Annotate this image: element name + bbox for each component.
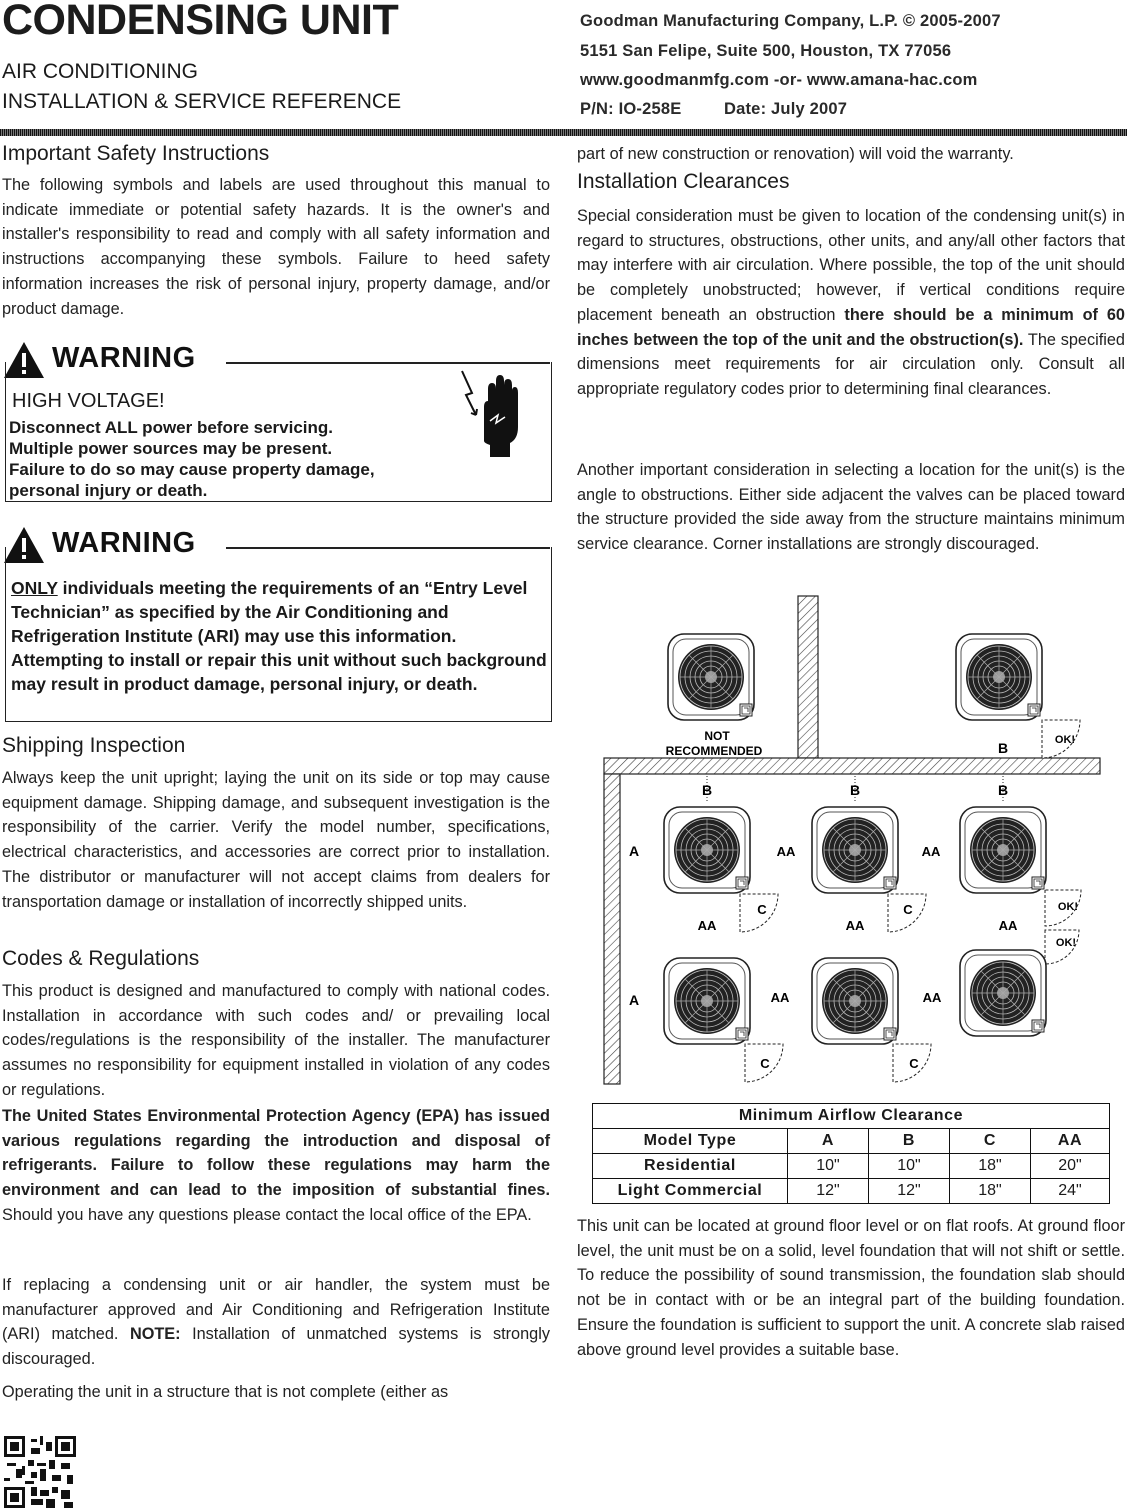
- label-not: NOT: [704, 729, 730, 743]
- warning-line-1: Disconnect ALL power before servicing.: [9, 418, 334, 437]
- company-line: Goodman Manufacturing Company, L.P. © 2005-2007: [580, 12, 1001, 30]
- warning-text: [9, 417, 375, 501]
- label-b: B: [849, 782, 861, 798]
- clearances-bold-text: there should be a minimum of 60 inches between the top of the unit and the obstruction(s).: [577, 305, 1125, 349]
- safety-heading: Important Safety Instructions: [2, 142, 270, 165]
- clearances-paragraph-1: [577, 204, 1125, 402]
- label-recommended: RECOMMENDED: [665, 744, 763, 758]
- shipping-paragraph: Always keep the unit upright; laying the unit on its side or top may cause equipment damage. Shipping damage, and subsequent investigation is the responsibility of the carrier. Verify the model number, specifications, electrical characteristics, and accessories are correct prior to installation. The distributor or manufacturer will not accept claims from dealers for transportation damage or installation of incorrectly shipped units.: [2, 769, 550, 911]
- warning-qualified-technician: [2, 525, 552, 723]
- wall-horizontal: [604, 758, 1100, 774]
- row-value: 12": [788, 1179, 869, 1204]
- warning-label: WARNING: [52, 342, 196, 374]
- table-header-row: [593, 1129, 1110, 1154]
- location-paragraph: This unit can be located at ground floor level or on flat roofs. At ground floor level, the unit must be on a solid, level foundation that will not shift or settle. To reduce the possibility of sound transmission, the foundation slab should not be in contact with or be an integral part of the building foundation. Ensure the foundation is sufficient to support the unit. A concrete slab raised above ground level provides a suitable base.: [577, 1217, 1125, 1359]
- warning-line-2: Multiple power sources may be present.: [9, 439, 333, 458]
- epa-bold-text: The United States Environmental Protection Agency (EPA) has issued various regulations regarding the introduction and disposal of refrigerants. Failure to follow these regulations may harm the environment and can lead to the imposition of substantial fines.: [2, 1107, 550, 1200]
- label-aa: AA: [921, 844, 941, 859]
- row-value: 12": [869, 1179, 950, 1204]
- wall-left: [604, 774, 620, 1084]
- clearance-diagram: [590, 592, 1102, 1090]
- unit-row2-col3: [960, 950, 1046, 1036]
- operating-paragraph: Operating the unit in a structure that is not complete (either as: [2, 1383, 449, 1401]
- wall-vertical: [798, 596, 818, 758]
- label-aa: AA: [922, 990, 942, 1005]
- label-ok: OK!: [1057, 901, 1079, 913]
- warning-line-4: personal injury or death.: [9, 481, 208, 500]
- header-a: A: [788, 1129, 869, 1154]
- label-aa: AA: [770, 990, 790, 1005]
- label-c: C: [760, 1056, 770, 1071]
- row-model: Residential: [593, 1154, 788, 1179]
- unit-not-recommended: [668, 634, 754, 720]
- header-aa: AA: [1031, 1129, 1110, 1154]
- table-row: [593, 1154, 1110, 1179]
- codes-heading: Codes & Regulations: [2, 947, 200, 970]
- unit-row1-col2: [812, 807, 898, 893]
- unit-row2-col1: [664, 958, 750, 1044]
- document-title: CONDENSING UNIT: [2, 0, 399, 44]
- replacing-paragraph: [2, 1273, 550, 1372]
- warning-line-3: Failure to do so may cause property damage,: [9, 460, 375, 479]
- row-value: 20": [1031, 1154, 1110, 1179]
- label-c: C: [757, 902, 767, 917]
- document-date: Date: July 2007: [724, 100, 848, 118]
- label-b: B: [701, 782, 713, 798]
- clearances-text-c: The specified dimensions meet requirements for air circulation only. Consult all appropriate regulatory codes prior to determining final clearances.: [577, 330, 1125, 398]
- header-c: C: [950, 1129, 1031, 1154]
- qr-code-icon: [4, 1436, 76, 1508]
- header-b: B: [869, 1129, 950, 1154]
- note-label: NOTE:: [129, 1325, 181, 1344]
- header-model-type: Model Type: [593, 1129, 788, 1154]
- address-line: 5151 San Felipe, Suite 500, Houston, TX 77056: [580, 42, 952, 60]
- header-rule: [0, 129, 1127, 136]
- unit-row1-col3: [960, 807, 1046, 893]
- unit-top-right: [956, 634, 1042, 720]
- unit-row1-col1: [664, 807, 750, 893]
- label-aa: AA: [998, 918, 1018, 933]
- label-ok: OK!: [1055, 937, 1077, 949]
- clearances-heading: Installation Clearances: [577, 170, 790, 193]
- unit-row2-col2: [812, 958, 898, 1044]
- warning-title: HIGH VOLTAGE!: [12, 390, 165, 412]
- label-aa: AA: [776, 844, 796, 859]
- clearances-text-a: Special consideration must be given to location of the condensing unit(s) in regard to structures, obstructions, other units, and any/all other factors that may interfere with air circulation. Where possible, the top of the unit should be completely unobstructed; however, if vertical conditions require placement beneath an obstruction: [577, 207, 1125, 324]
- label-b: B: [997, 740, 1009, 756]
- warning-label: WARNING: [52, 527, 196, 559]
- label-ok: OK!: [1054, 734, 1076, 746]
- epa-paragraph: [2, 1104, 550, 1228]
- label-b: B: [997, 782, 1009, 798]
- codes-paragraph: This product is designed and manufactured to comply with national codes. Installation in accordance with such codes and/ or prevailing local codes/regulations is the responsibility of the installer. The manufacturer assumes no responsibility for equipment installed in violation of any codes or regulations.: [2, 982, 550, 1099]
- label-a: A: [628, 843, 640, 859]
- warranty-continuation: part of new construction or renovation) will void the warranty.: [577, 145, 1014, 163]
- row-value: 10": [869, 1154, 950, 1179]
- epa-rest-text: Should you have any questions please contact the local office of the EPA.: [2, 1205, 532, 1224]
- table-row: [593, 1179, 1110, 1204]
- table-title-row: [593, 1104, 1110, 1129]
- subtitle-air-conditioning: AIR CONDITIONING: [2, 60, 199, 83]
- row-value: 18": [950, 1179, 1031, 1204]
- label-c: C: [903, 902, 913, 917]
- part-number: P/N: IO-258E: [580, 100, 682, 118]
- subtitle-installation: INSTALLATION & SERVICE REFERENCE: [2, 90, 402, 113]
- row-model: Light Commercial: [593, 1179, 788, 1204]
- electric-shock-hand-icon: [456, 367, 526, 459]
- safety-paragraph: The following symbols and labels are used throughout this manual to indicate immediate or potential safety hazards. It is the owner's and installer's responsibility to read and comply with all safety information and instructions accompanying these symbols. Failure to heed safety information increases the risk of personal injury, property damage, and/or product damage.: [2, 176, 550, 318]
- warning-body: individuals meeting the requirements of an “Entry Level Technician” as specified by the Air Conditioning and Refrigeration Institute (ARI) may use this information. Attempting to install or repair this unit without such background may result in product damage, personal injury, or death.: [11, 578, 547, 694]
- label-a: A: [628, 992, 640, 1008]
- airflow-clearance-table: [592, 1103, 1110, 1204]
- shipping-heading: Shipping Inspection: [2, 734, 186, 757]
- row-value: 24": [1031, 1179, 1110, 1204]
- warning-text: [11, 576, 547, 696]
- replacing-text-b: Installation of unmatched systems is strongly discouraged.: [2, 1325, 550, 1369]
- label-aa: AA: [697, 918, 717, 933]
- warning-high-voltage: [2, 340, 552, 502]
- row-value: 18": [950, 1154, 1031, 1179]
- row-value: 10": [788, 1154, 869, 1179]
- replacing-text-a: If replacing a condensing unit or air handler, the system must be manufacturer approved and Air Conditioning and Refrigeration Institute (ARI) matched.: [2, 1276, 550, 1344]
- label-c: C: [909, 1056, 919, 1071]
- label-aa: AA: [845, 918, 865, 933]
- web-line: www.goodmanmfg.com -or- www.amana-hac.com: [580, 71, 978, 89]
- warning-only: ONLY: [11, 578, 58, 598]
- table-title: Minimum Airflow Clearance: [593, 1104, 1110, 1129]
- clearances-paragraph-2: Another important consideration in selecting a location for the unit(s) is the angle to obstructions. Either side adjacent the valves can be placed toward the structure provided the side away from the structure maintains minimum service clearance. Corner installations are strongly discouraged.: [577, 461, 1125, 554]
